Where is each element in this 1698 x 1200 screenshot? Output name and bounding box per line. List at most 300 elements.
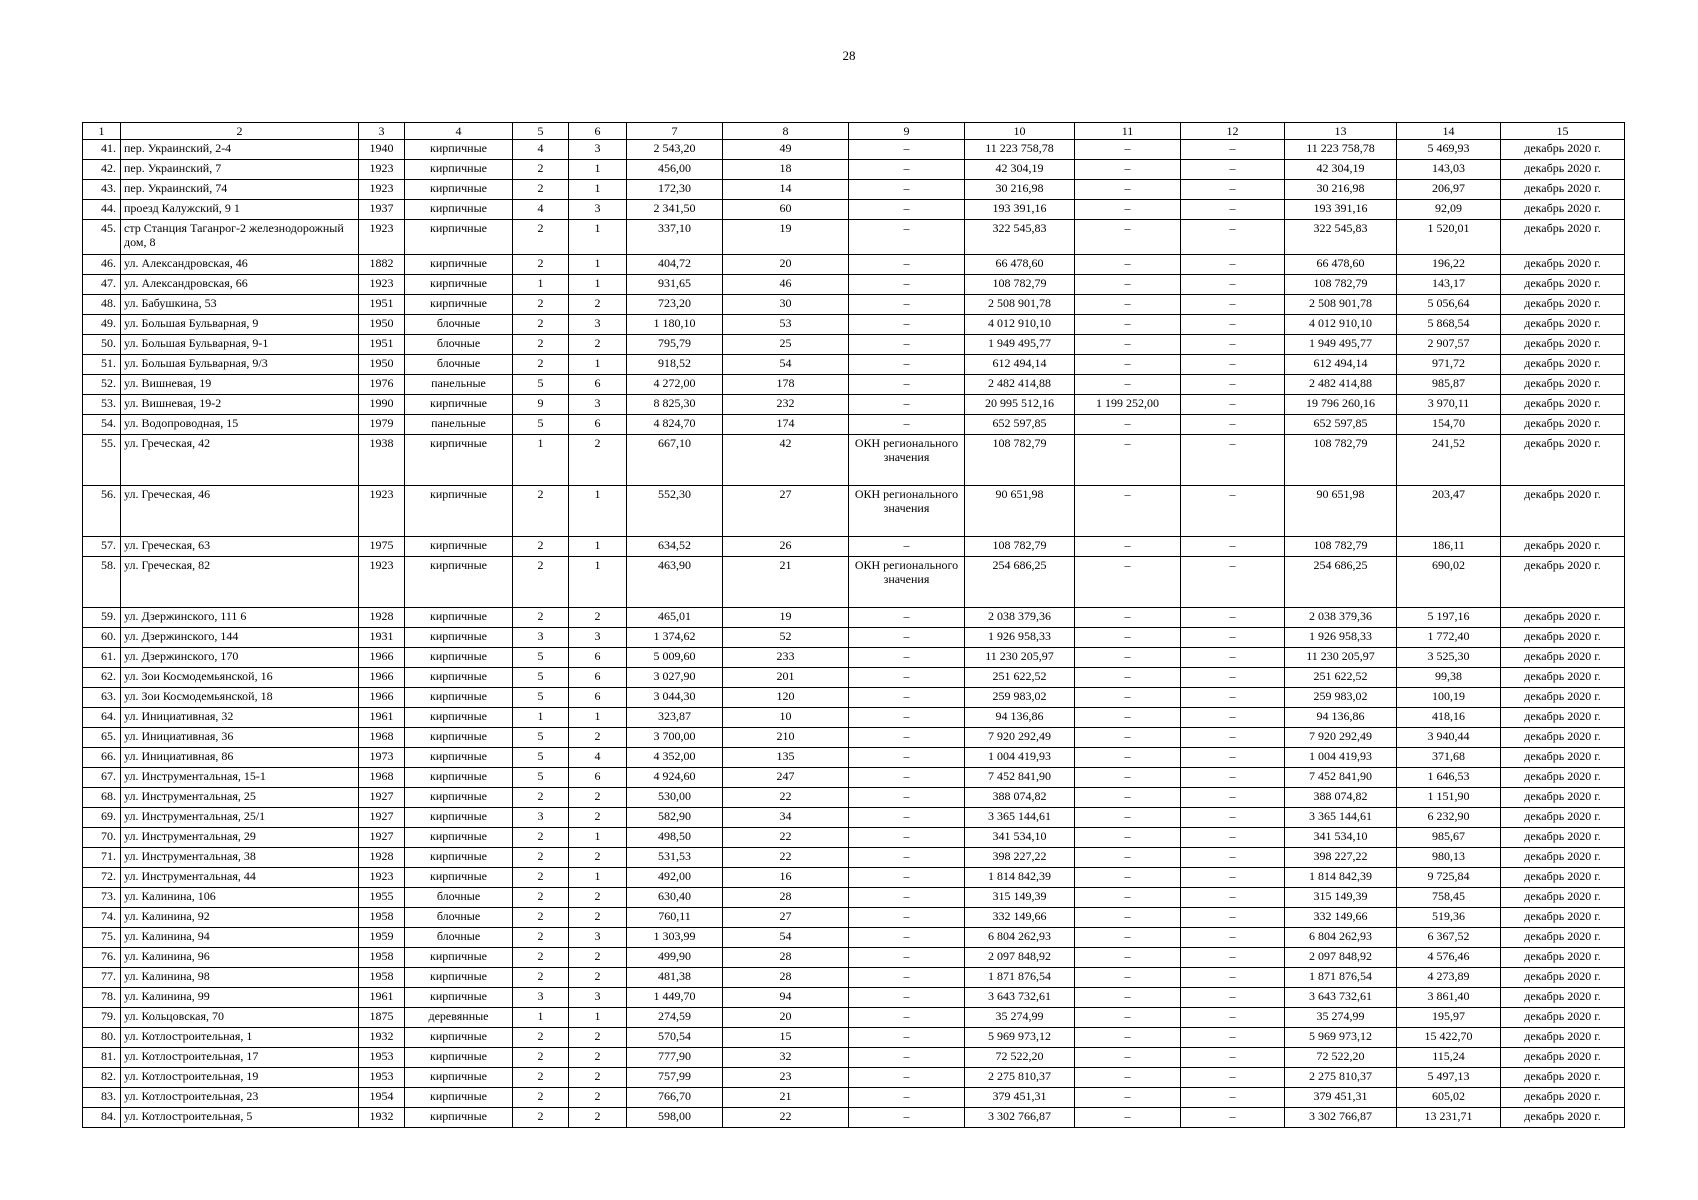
table-cell-col-7: 481,38 <box>627 968 723 988</box>
table-cell-col-3: 1958 <box>359 948 405 968</box>
table-cell-col-6: 6 <box>569 768 627 788</box>
table-cell-col-3: 1923 <box>359 557 405 608</box>
table-cell-col-10: 108 782,79 <box>965 537 1075 557</box>
table-cell-col-8: 210 <box>723 728 849 748</box>
table-cell-col-2: пер. Украинский, 74 <box>121 180 359 200</box>
table-cell-col-1: 54. <box>83 415 121 435</box>
table-cell-col-14: 758,45 <box>1397 888 1501 908</box>
table-cell-col-10: 7 452 841,90 <box>965 768 1075 788</box>
table-cell-col-3: 1958 <box>359 908 405 928</box>
table-cell-col-11: – <box>1075 908 1181 928</box>
table-cell-col-2: ул. Вишневая, 19-2 <box>121 395 359 415</box>
table-cell-col-11: – <box>1075 1048 1181 1068</box>
column-header-10: 10 <box>965 123 1075 140</box>
table-cell-col-3: 1958 <box>359 968 405 988</box>
table-cell-col-11: – <box>1075 728 1181 748</box>
table-cell-col-13: 2 097 848,92 <box>1285 948 1397 968</box>
table-cell-col-2: ул. Калинина, 92 <box>121 908 359 928</box>
housing-table-container <box>82 122 1624 1128</box>
table-cell-col-9: ОКН регионального значения <box>849 557 965 608</box>
table-cell-col-5: 2 <box>513 608 569 628</box>
table-cell-col-6: 6 <box>569 648 627 668</box>
table-cell-col-6: 2 <box>569 1028 627 1048</box>
table-cell-col-11: – <box>1075 200 1181 220</box>
table-cell-col-8: 135 <box>723 748 849 768</box>
table-cell-col-5: 3 <box>513 808 569 828</box>
table-cell-col-5: 2 <box>513 888 569 908</box>
table-cell-col-3: 1955 <box>359 888 405 908</box>
table-cell-col-7: 172,30 <box>627 180 723 200</box>
table-cell-col-11: – <box>1075 888 1181 908</box>
table-cell-col-13: 254 686,25 <box>1285 557 1397 608</box>
table-cell-col-7: 2 543,20 <box>627 140 723 160</box>
table-cell-col-8: 25 <box>723 335 849 355</box>
table-row <box>83 537 1625 557</box>
table-cell-col-2: проезд Калужский, 9 1 <box>121 200 359 220</box>
table-row <box>83 888 1625 908</box>
table-cell-col-13: 1 926 958,33 <box>1285 628 1397 648</box>
table-row <box>83 1088 1625 1108</box>
table-cell-col-8: 20 <box>723 255 849 275</box>
table-cell-col-3: 1923 <box>359 160 405 180</box>
table-cell-col-10: 5 969 973,12 <box>965 1028 1075 1048</box>
table-cell-col-1: 48. <box>83 295 121 315</box>
table-cell-col-4: кирпичные <box>405 708 513 728</box>
table-cell-col-8: 20 <box>723 1008 849 1028</box>
table-cell-col-15: декабрь 2020 г. <box>1501 728 1625 748</box>
table-row <box>83 928 1625 948</box>
table-cell-col-12: – <box>1181 748 1285 768</box>
table-cell-col-6: 2 <box>569 808 627 828</box>
table-cell-col-15: декабрь 2020 г. <box>1501 557 1625 608</box>
table-cell-col-12: – <box>1181 1068 1285 1088</box>
column-header-5: 5 <box>513 123 569 140</box>
table-cell-col-15: декабрь 2020 г. <box>1501 668 1625 688</box>
table-cell-col-14: 1 520,01 <box>1397 220 1501 255</box>
table-cell-col-8: 28 <box>723 948 849 968</box>
table-cell-col-15: декабрь 2020 г. <box>1501 1088 1625 1108</box>
table-cell-col-4: кирпичные <box>405 180 513 200</box>
table-cell-col-5: 2 <box>513 1048 569 1068</box>
table-cell-col-10: 341 534,10 <box>965 828 1075 848</box>
table-cell-col-7: 5 009,60 <box>627 648 723 668</box>
table-cell-col-4: кирпичные <box>405 648 513 668</box>
table-cell-col-8: 174 <box>723 415 849 435</box>
table-cell-col-10: 379 451,31 <box>965 1088 1075 1108</box>
table-cell-col-12: – <box>1181 988 1285 1008</box>
table-cell-col-4: кирпичные <box>405 828 513 848</box>
table-cell-col-6: 2 <box>569 1088 627 1108</box>
table-cell-col-14: 3 970,11 <box>1397 395 1501 415</box>
table-cell-col-12: – <box>1181 728 1285 748</box>
table-cell-col-15: декабрь 2020 г. <box>1501 486 1625 537</box>
table-cell-col-15: декабрь 2020 г. <box>1501 1068 1625 1088</box>
table-cell-col-10: 398 227,22 <box>965 848 1075 868</box>
table-cell-col-1: 63. <box>83 688 121 708</box>
table-cell-col-12: – <box>1181 1028 1285 1048</box>
table-cell-col-7: 8 825,30 <box>627 395 723 415</box>
table-cell-col-10: 193 391,16 <box>965 200 1075 220</box>
table-cell-col-13: 94 136,86 <box>1285 708 1397 728</box>
table-cell-col-6: 3 <box>569 928 627 948</box>
table-cell-col-3: 1961 <box>359 988 405 1008</box>
table-cell-col-9: – <box>849 988 965 1008</box>
table-cell-col-9: – <box>849 668 965 688</box>
table-cell-col-3: 1966 <box>359 688 405 708</box>
table-cell-col-12: – <box>1181 688 1285 708</box>
table-cell-col-4: кирпичные <box>405 1108 513 1128</box>
table-cell-col-15: декабрь 2020 г. <box>1501 808 1625 828</box>
table-row <box>83 315 1625 335</box>
table-cell-col-3: 1932 <box>359 1108 405 1128</box>
table-cell-col-1: 64. <box>83 708 121 728</box>
table-cell-col-12: – <box>1181 335 1285 355</box>
table-cell-col-6: 1 <box>569 220 627 255</box>
table-cell-col-4: кирпичные <box>405 788 513 808</box>
table-cell-col-6: 2 <box>569 888 627 908</box>
table-cell-col-11: – <box>1075 1068 1181 1088</box>
table-cell-col-8: 52 <box>723 628 849 648</box>
table-cell-col-11: – <box>1075 220 1181 255</box>
table-cell-col-5: 2 <box>513 788 569 808</box>
table-row <box>83 255 1625 275</box>
table-cell-col-7: 723,20 <box>627 295 723 315</box>
table-cell-col-9: – <box>849 180 965 200</box>
table-cell-col-9: – <box>849 1108 965 1128</box>
table-cell-col-14: 605,02 <box>1397 1088 1501 1108</box>
table-body <box>83 140 1625 1128</box>
table-cell-col-7: 337,10 <box>627 220 723 255</box>
table-cell-col-3: 1968 <box>359 728 405 748</box>
table-cell-col-9: – <box>849 788 965 808</box>
column-header-7: 7 <box>627 123 723 140</box>
table-cell-col-13: 5 969 973,12 <box>1285 1028 1397 1048</box>
table-cell-col-6: 2 <box>569 1108 627 1128</box>
table-cell-col-8: 53 <box>723 315 849 335</box>
table-cell-col-4: кирпичные <box>405 1048 513 1068</box>
table-row <box>83 335 1625 355</box>
table-cell-col-10: 652 597,85 <box>965 415 1075 435</box>
table-cell-col-12: – <box>1181 295 1285 315</box>
table-row <box>83 728 1625 748</box>
table-cell-col-13: 108 782,79 <box>1285 537 1397 557</box>
table-cell-col-6: 6 <box>569 375 627 395</box>
table-cell-col-15: декабрь 2020 г. <box>1501 608 1625 628</box>
table-cell-col-13: 332 149,66 <box>1285 908 1397 928</box>
table-cell-col-10: 1 949 495,77 <box>965 335 1075 355</box>
table-cell-col-15: декабрь 2020 г. <box>1501 928 1625 948</box>
table-cell-col-5: 9 <box>513 395 569 415</box>
table-cell-col-4: кирпичные <box>405 688 513 708</box>
table-cell-col-7: 1 303,99 <box>627 928 723 948</box>
table-row <box>83 395 1625 415</box>
table-cell-col-7: 3 027,90 <box>627 668 723 688</box>
table-cell-col-9: – <box>849 315 965 335</box>
table-cell-col-6: 3 <box>569 140 627 160</box>
table-cell-col-7: 630,40 <box>627 888 723 908</box>
table-cell-col-1: 49. <box>83 315 121 335</box>
table-cell-col-10: 251 622,52 <box>965 668 1075 688</box>
table-cell-col-13: 1 871 876,54 <box>1285 968 1397 988</box>
table-cell-col-6: 1 <box>569 828 627 848</box>
table-cell-col-8: 16 <box>723 868 849 888</box>
table-cell-col-7: 456,00 <box>627 160 723 180</box>
table-cell-col-14: 5 497,13 <box>1397 1068 1501 1088</box>
table-cell-col-6: 1 <box>569 868 627 888</box>
table-row <box>83 1108 1625 1128</box>
table-cell-col-8: 26 <box>723 537 849 557</box>
table-cell-col-14: 100,19 <box>1397 688 1501 708</box>
table-cell-col-12: – <box>1181 355 1285 375</box>
table-cell-col-12: – <box>1181 1108 1285 1128</box>
page-number: 28 <box>842 48 856 63</box>
table-cell-col-4: кирпичные <box>405 160 513 180</box>
table-cell-col-6: 2 <box>569 335 627 355</box>
table-cell-col-11: – <box>1075 255 1181 275</box>
table-cell-col-11: – <box>1075 557 1181 608</box>
table-cell-col-10: 322 545,83 <box>965 220 1075 255</box>
table-cell-col-14: 99,38 <box>1397 668 1501 688</box>
table-cell-col-8: 15 <box>723 1028 849 1048</box>
table-cell-col-5: 2 <box>513 968 569 988</box>
table-cell-col-9: – <box>849 848 965 868</box>
table-cell-col-12: – <box>1181 808 1285 828</box>
table-cell-col-15: декабрь 2020 г. <box>1501 220 1625 255</box>
column-header-3: 3 <box>359 123 405 140</box>
table-cell-col-11: – <box>1075 808 1181 828</box>
table-cell-col-3: 1938 <box>359 435 405 486</box>
column-header-9: 9 <box>849 123 965 140</box>
table-row <box>83 988 1625 1008</box>
table-cell-col-8: 30 <box>723 295 849 315</box>
table-cell-col-2: пер. Украинский, 7 <box>121 160 359 180</box>
table-cell-col-1: 69. <box>83 808 121 828</box>
table-cell-col-3: 1940 <box>359 140 405 160</box>
table-cell-col-11: – <box>1075 1008 1181 1028</box>
table-cell-col-13: 2 482 414,88 <box>1285 375 1397 395</box>
table-cell-col-8: 94 <box>723 988 849 1008</box>
table-cell-col-4: панельные <box>405 415 513 435</box>
table-cell-col-9: – <box>849 1088 965 1108</box>
table-cell-col-3: 1923 <box>359 275 405 295</box>
table-row <box>83 808 1625 828</box>
table-cell-col-15: декабрь 2020 г. <box>1501 628 1625 648</box>
table-cell-col-3: 1882 <box>359 255 405 275</box>
table-cell-col-1: 62. <box>83 668 121 688</box>
table-cell-col-5: 2 <box>513 948 569 968</box>
table-cell-col-10: 1 004 419,93 <box>965 748 1075 768</box>
table-row <box>83 200 1625 220</box>
table-cell-col-11: – <box>1075 140 1181 160</box>
table-cell-col-13: 4 012 910,10 <box>1285 315 1397 335</box>
table-cell-col-9: – <box>849 868 965 888</box>
table-cell-col-3: 1973 <box>359 748 405 768</box>
table-cell-col-3: 1928 <box>359 848 405 868</box>
table-cell-col-1: 52. <box>83 375 121 395</box>
table-cell-col-12: – <box>1181 908 1285 928</box>
table-cell-col-15: декабрь 2020 г. <box>1501 888 1625 908</box>
table-cell-col-8: 28 <box>723 888 849 908</box>
table-cell-col-5: 5 <box>513 728 569 748</box>
table-cell-col-1: 45. <box>83 220 121 255</box>
table-cell-col-8: 28 <box>723 968 849 988</box>
table-cell-col-7: 760,11 <box>627 908 723 928</box>
table-cell-col-8: 232 <box>723 395 849 415</box>
table-cell-col-8: 21 <box>723 557 849 608</box>
table-cell-col-5: 3 <box>513 988 569 1008</box>
table-cell-col-9: – <box>849 948 965 968</box>
table-cell-col-8: 49 <box>723 140 849 160</box>
table-cell-col-12: – <box>1181 788 1285 808</box>
table-cell-col-9: – <box>849 355 965 375</box>
table-cell-col-11: – <box>1075 435 1181 486</box>
table-cell-col-10: 315 149,39 <box>965 888 1075 908</box>
table-cell-col-8: 21 <box>723 1088 849 1108</box>
table-cell-col-13: 11 223 758,78 <box>1285 140 1397 160</box>
table-cell-col-4: блочные <box>405 928 513 948</box>
table-cell-col-12: – <box>1181 160 1285 180</box>
table-cell-col-2: ул. Инструментальная, 29 <box>121 828 359 848</box>
table-cell-col-4: кирпичные <box>405 395 513 415</box>
table-cell-col-1: 57. <box>83 537 121 557</box>
table-cell-col-2: ул. Инициативная, 32 <box>121 708 359 728</box>
table-cell-col-15: декабрь 2020 г. <box>1501 395 1625 415</box>
table-cell-col-4: кирпичные <box>405 1088 513 1108</box>
table-cell-col-5: 1 <box>513 275 569 295</box>
table-cell-col-9: – <box>849 160 965 180</box>
table-row <box>83 1048 1625 1068</box>
table-cell-col-3: 1979 <box>359 415 405 435</box>
table-cell-col-9: – <box>849 335 965 355</box>
table-cell-col-4: кирпичные <box>405 1068 513 1088</box>
table-cell-col-9: – <box>849 928 965 948</box>
table-cell-col-11: – <box>1075 415 1181 435</box>
table-cell-col-13: 259 983,02 <box>1285 688 1397 708</box>
table-cell-col-12: – <box>1181 486 1285 537</box>
table-cell-col-11: – <box>1075 628 1181 648</box>
table-cell-col-14: 92,09 <box>1397 200 1501 220</box>
table-cell-col-3: 1990 <box>359 395 405 415</box>
table-cell-col-2: пер. Украинский, 2-4 <box>121 140 359 160</box>
table-cell-col-3: 1928 <box>359 608 405 628</box>
table-cell-col-1: 84. <box>83 1108 121 1128</box>
table-cell-col-3: 1951 <box>359 335 405 355</box>
table-cell-col-4: блочные <box>405 908 513 928</box>
table-cell-col-11: – <box>1075 608 1181 628</box>
table-cell-col-4: деревянные <box>405 1008 513 1028</box>
table-cell-col-4: кирпичные <box>405 486 513 537</box>
table-cell-col-9: – <box>849 537 965 557</box>
table-cell-col-5: 2 <box>513 160 569 180</box>
table-cell-col-1: 51. <box>83 355 121 375</box>
table-cell-col-15: декабрь 2020 г. <box>1501 335 1625 355</box>
table-cell-col-2: ул. Инструментальная, 25/1 <box>121 808 359 828</box>
table-cell-col-9: – <box>849 1028 965 1048</box>
table-cell-col-1: 79. <box>83 1008 121 1028</box>
table-cell-col-15: декабрь 2020 г. <box>1501 648 1625 668</box>
table-cell-col-3: 1954 <box>359 1088 405 1108</box>
table-cell-col-14: 115,24 <box>1397 1048 1501 1068</box>
table-cell-col-2: ул. Инструментальная, 38 <box>121 848 359 868</box>
table-cell-col-4: кирпичные <box>405 748 513 768</box>
table-cell-col-3: 1953 <box>359 1048 405 1068</box>
table-cell-col-4: кирпичные <box>405 768 513 788</box>
table-cell-col-3: 1923 <box>359 868 405 888</box>
table-cell-col-2: ул. Котлостроительная, 23 <box>121 1088 359 1108</box>
table-cell-col-8: 22 <box>723 788 849 808</box>
table-cell-col-8: 27 <box>723 486 849 537</box>
table-cell-col-8: 247 <box>723 768 849 788</box>
table-cell-col-2: ул. Бабушкина, 53 <box>121 295 359 315</box>
table-cell-col-6: 2 <box>569 788 627 808</box>
table-cell-col-10: 259 983,02 <box>965 688 1075 708</box>
table-cell-col-13: 108 782,79 <box>1285 435 1397 486</box>
table-cell-col-6: 6 <box>569 668 627 688</box>
table-cell-col-4: кирпичные <box>405 728 513 748</box>
table-cell-col-10: 90 651,98 <box>965 486 1075 537</box>
table-cell-col-1: 56. <box>83 486 121 537</box>
table-cell-col-13: 6 804 262,93 <box>1285 928 1397 948</box>
table-cell-col-1: 67. <box>83 768 121 788</box>
table-cell-col-10: 2 097 848,92 <box>965 948 1075 968</box>
table-cell-col-11: – <box>1075 355 1181 375</box>
table-cell-col-2: ул. Водопроводная, 15 <box>121 415 359 435</box>
table-cell-col-2: ул. Калинина, 94 <box>121 928 359 948</box>
table-cell-col-11: – <box>1075 748 1181 768</box>
table-cell-col-6: 2 <box>569 295 627 315</box>
table-cell-col-9: – <box>849 275 965 295</box>
table-cell-col-9: – <box>849 688 965 708</box>
table-cell-col-14: 2 907,57 <box>1397 335 1501 355</box>
table-cell-col-10: 94 136,86 <box>965 708 1075 728</box>
table-cell-col-14: 5 056,64 <box>1397 295 1501 315</box>
table-cell-col-7: 1 449,70 <box>627 988 723 1008</box>
table-cell-col-6: 3 <box>569 315 627 335</box>
table-cell-col-12: – <box>1181 768 1285 788</box>
table-cell-col-5: 4 <box>513 140 569 160</box>
table-cell-col-14: 186,11 <box>1397 537 1501 557</box>
table-cell-col-5: 2 <box>513 220 569 255</box>
table-cell-col-1: 78. <box>83 988 121 1008</box>
table-cell-col-5: 5 <box>513 688 569 708</box>
table-cell-col-10: 72 522,20 <box>965 1048 1075 1068</box>
table-cell-col-10: 2 038 379,36 <box>965 608 1075 628</box>
housing-table <box>82 122 1625 1128</box>
table-cell-col-8: 10 <box>723 708 849 728</box>
table-cell-col-9: – <box>849 220 965 255</box>
table-cell-col-1: 42. <box>83 160 121 180</box>
table-cell-col-11: – <box>1075 295 1181 315</box>
table-cell-col-5: 1 <box>513 708 569 728</box>
table-cell-col-13: 108 782,79 <box>1285 275 1397 295</box>
table-cell-col-6: 3 <box>569 395 627 415</box>
table-cell-col-10: 254 686,25 <box>965 557 1075 608</box>
table-cell-col-12: – <box>1181 628 1285 648</box>
table-cell-col-6: 2 <box>569 1048 627 1068</box>
table-cell-col-1: 50. <box>83 335 121 355</box>
table-cell-col-12: – <box>1181 928 1285 948</box>
table-cell-col-9: – <box>849 908 965 928</box>
table-row <box>83 708 1625 728</box>
column-header-6: 6 <box>569 123 627 140</box>
table-cell-col-14: 6 367,52 <box>1397 928 1501 948</box>
table-cell-col-9: – <box>849 1008 965 1028</box>
table-cell-col-14: 9 725,84 <box>1397 868 1501 888</box>
table-cell-col-15: декабрь 2020 г. <box>1501 908 1625 928</box>
table-cell-col-4: кирпичные <box>405 948 513 968</box>
table-cell-col-10: 42 304,19 <box>965 160 1075 180</box>
table-cell-col-9: – <box>849 200 965 220</box>
